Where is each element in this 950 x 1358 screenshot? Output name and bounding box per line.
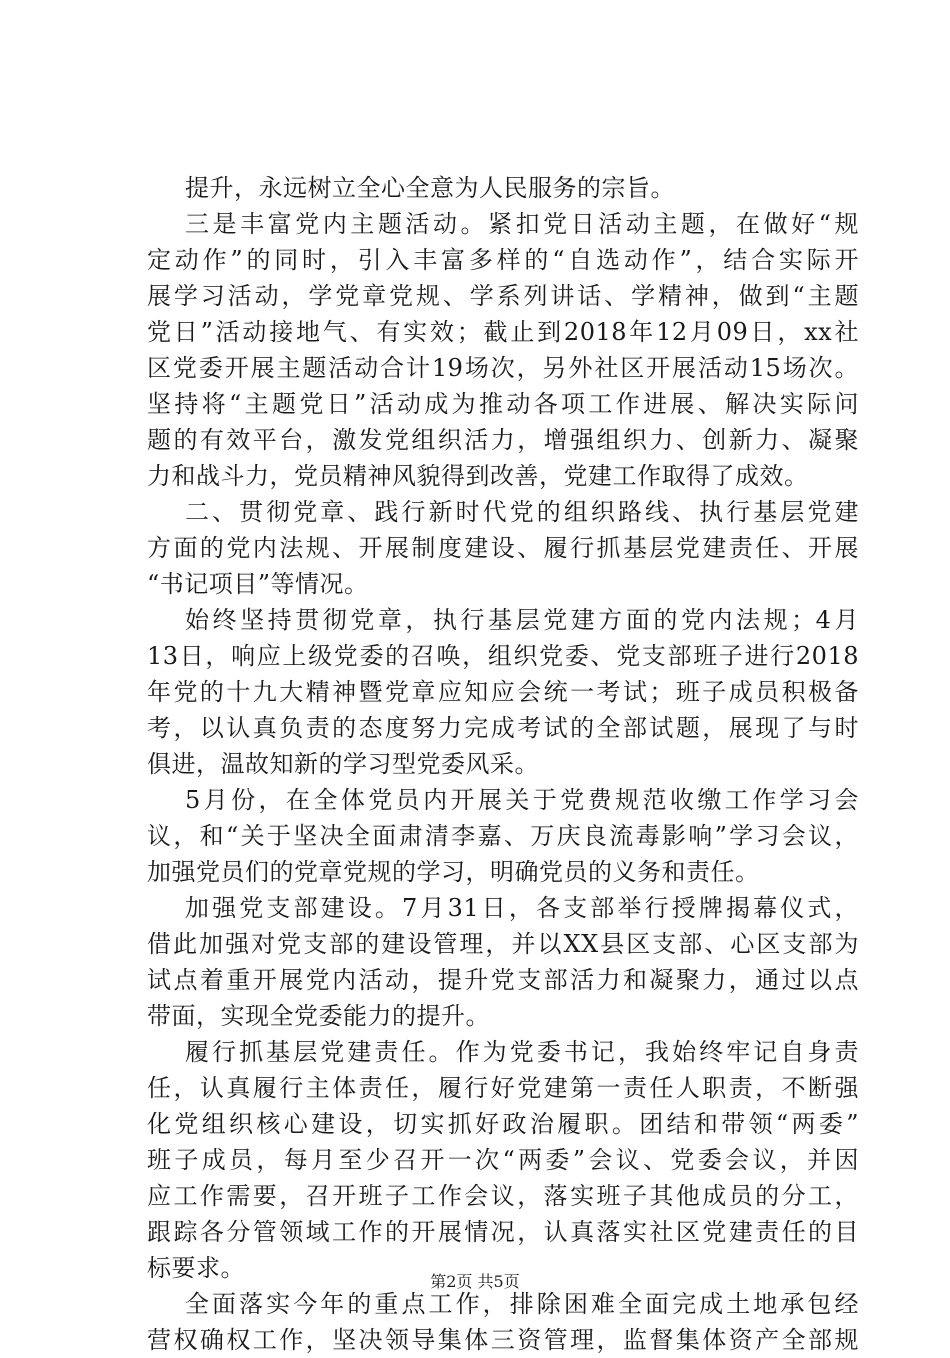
text-line: 力和战斗力，党员精神风貌得到改善，党建工作取得了成效。 [147, 462, 809, 490]
text-line: 加强党支部建设。7月31日，各支部举行授牌揭幕仪式， [185, 894, 859, 922]
text-line: 应工作需要，召开班子工作会议，落实班子其他成员的分工， [147, 1182, 859, 1210]
page-number-label: 第2页 共5页 [430, 1272, 520, 1291]
text-line: 方面的党内法规、开展制度建设、履行抓基层党建责任、开展 [147, 534, 859, 562]
text-line: “书记项目”等情况。 [147, 570, 369, 598]
text-line: 坚持将“主题党日”活动成为推动各项工作进展、解决实际问 [147, 390, 859, 418]
text-line: 任，认真履行主体责任，履行好党建第一责任人职责，不断强 [147, 1074, 859, 1102]
text-line: 化党组织核心建设，切实抓好政治履职。团结和带领“两委” [147, 1110, 859, 1138]
text-line: 营权确权工作，坚决领导集体三资管理，监督集体资产全部规 [147, 1326, 859, 1354]
text-line: 俱进，温故知新的学习型党委风采。 [147, 750, 539, 778]
text-line: 三是丰富党内主题活动。紧扣党日活动主题，在做好“规 [185, 210, 859, 238]
text-line: 试点着重开展党内活动，提升党支部活力和凝聚力，通过以点 [147, 966, 859, 994]
text-line: 加强党员们的党章党规的学习，明确党员的义务和责任。 [147, 858, 760, 886]
text-line: 带面，实现全党委能力的提升。 [147, 1002, 490, 1030]
text-line: 提升，永远树立全心全意为人民服务的宗旨。 [185, 174, 675, 202]
text-line: 党日”活动接地气、有实效；截止到2018年12月09日，xx社 [147, 318, 859, 346]
text-line: 借此加强对党支部的建设管理，并以XX县区支部、心区支部为 [147, 930, 859, 958]
text-line: 年党的十九大精神暨党章应知应会统一考试；班子成员积极备 [147, 678, 859, 706]
text-line: 展学习活动，学党章党规、学系列讲话、学精神，做到“主题 [147, 282, 859, 310]
text-line: 题的有效平台，激发党组织活力，增强组织力、创新力、凝聚 [147, 426, 859, 454]
text-line: 班子成员，每月至少召开一次“两委”会议、党委会议，并因 [147, 1146, 859, 1174]
text-line: 13日，响应上级党委的召唤，组织党委、党支部班子进行2018 [147, 642, 859, 670]
text-line: 5月份，在全体党员内开展关于党费规范收缴工作学习会 [185, 786, 859, 814]
text-line: 履行抓基层党建责任。作为党委书记，我始终牢记自身责 [185, 1038, 859, 1066]
text-line: 二、贯彻党章、践行新时代党的组织路线、执行基层党建 [185, 498, 859, 526]
text-line: 定动作”的同时，引入丰富多样的“自选动作”，结合实际开 [147, 246, 859, 274]
page-footer [0, 1272, 950, 1292]
text-line: 全面落实今年的重点工作，排除困难全面完成土地承包经 [185, 1290, 859, 1318]
text-line: 始终坚持贯彻党章，执行基层党建方面的党内法规；4月 [185, 606, 859, 634]
text-line: 标要求。 [147, 1254, 245, 1282]
text-line: 区党委开展主题活动合计19场次，另外社区开展活动15场次。 [147, 354, 859, 382]
body-text [147, 170, 859, 1358]
text-line: 跟踪各分管领域工作的开展情况，认真落实社区党建责任的目 [147, 1218, 859, 1246]
text-line: 考，以认真负责的态度努力完成考试的全部试题，展现了与时 [147, 714, 859, 742]
text-line: 议，和“关于坚决全面肃清李嘉、万庆良流毒影响”学习会议， [147, 822, 859, 850]
